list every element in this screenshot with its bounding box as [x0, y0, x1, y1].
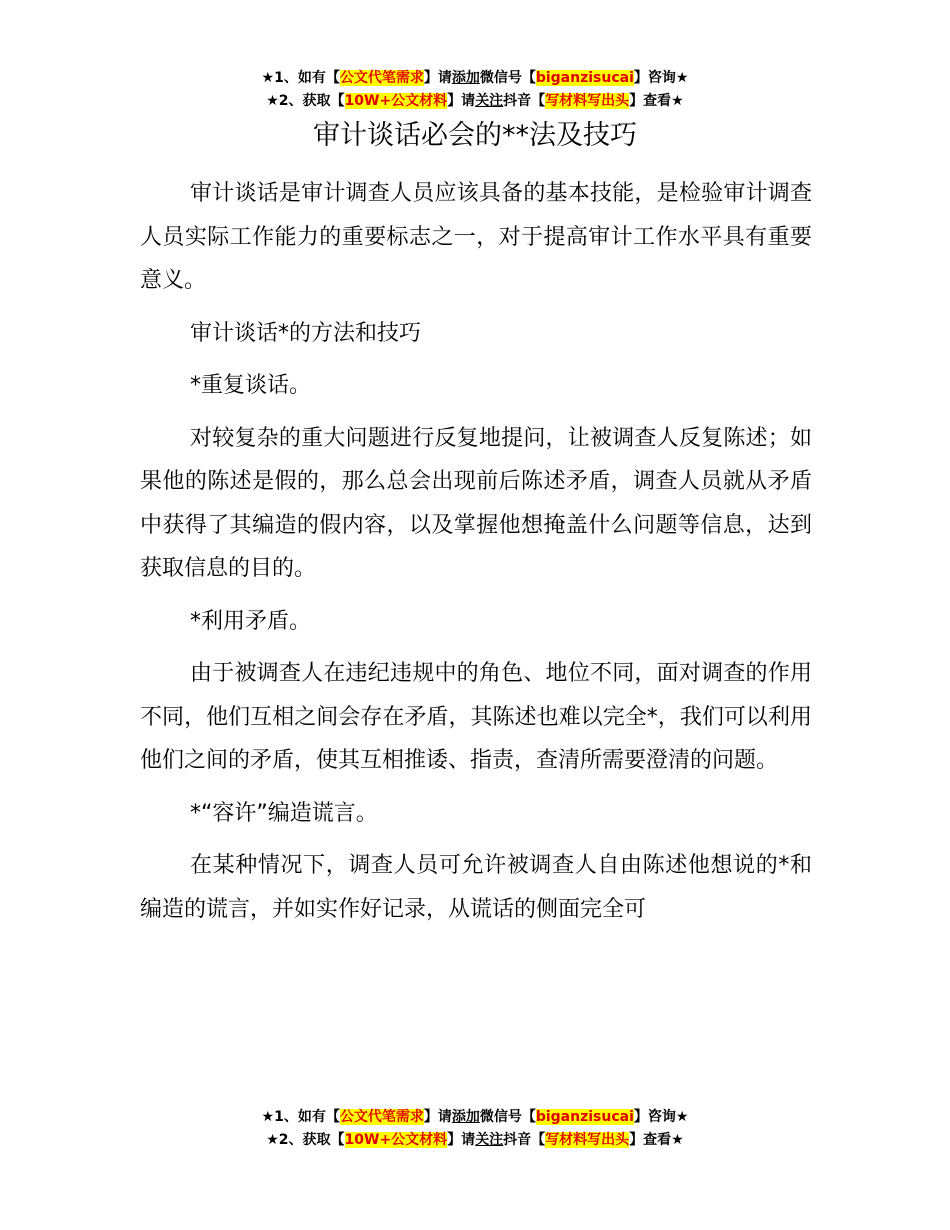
promo-line-2-mid: 】请 — [447, 1132, 476, 1148]
promo-line-2-mid2: 抖音【 — [503, 93, 546, 109]
promo-line-2-prefix: ★2、获取【 — [266, 93, 345, 109]
promo-line-2-suffix: 】查看★ — [629, 93, 684, 109]
promo-line-2 — [0, 1129, 950, 1152]
document-body — [140, 172, 812, 940]
paragraph-use-contradiction: 由于被调查人在违纪违规中的角色、地位不同，面对调查的作用不同，他们互相之间会存在矛盾，其陈述也难以完全*，我们可以利用他们之间的矛盾，使其互相推诿、指责，查清所需要澄清的问题。 — [140, 661, 812, 773]
promo-line-2-highlight-materials: 10W+公文材料 — [344, 1132, 448, 1148]
promo-line-2 — [0, 90, 950, 113]
section-heading-methods: 审计谈话*的方法和技巧 — [190, 320, 422, 346]
promo-line-1-highlight-service: 公文代笔需求 — [339, 70, 424, 86]
promo-line-1-highlight-wechat: biganzisucai — [535, 70, 634, 86]
subheading-use-contradiction: *利用矛盾。 — [190, 608, 312, 634]
subheading-allow-lies: *“容许”编造谎言。 — [190, 800, 378, 826]
promo-line-1-mid: 】请 — [423, 70, 452, 86]
promo-line-1-mid: 】请 — [423, 1109, 452, 1125]
document-title: 审计谈话必会的**法及技巧 — [313, 120, 637, 151]
promo-line-1-underlined: 添加 — [451, 1109, 480, 1125]
promo-line-2-underlined: 关注 — [475, 93, 504, 109]
promo-line-2-prefix: ★2、获取【 — [266, 1132, 345, 1148]
promo-line-1-underlined: 添加 — [451, 70, 480, 86]
promo-line-1-mid2: 微信号【 — [479, 70, 536, 86]
promo-line-2-underlined: 关注 — [475, 1132, 504, 1148]
promo-line-2-mid2: 抖音【 — [503, 1132, 546, 1148]
promo-line-2-highlight-materials: 10W+公文材料 — [344, 93, 448, 109]
promo-line-1-prefix: ★1、如有【 — [261, 1109, 340, 1125]
top-promo-banner — [0, 67, 950, 113]
promo-line-2-suffix: 】查看★ — [629, 1132, 684, 1148]
promo-line-1-prefix: ★1、如有【 — [261, 70, 340, 86]
paragraph-repeat-talk: 对较复杂的重大问题进行反复地提问，让被调查人反复陈述；如果他的陈述是假的，那么总会出现前后陈述矛盾，调查人员就从矛盾中获得了其编造的假内容，以及掌握他想掩盖什么问题等信息，达到获取信息的目的。 — [140, 425, 812, 581]
promo-line-1-mid2: 微信号【 — [479, 1109, 536, 1125]
promo-line-1-suffix: 】咨询★ — [633, 70, 689, 86]
subheading-repeat-talk: *重复谈话。 — [190, 373, 312, 398]
paragraph-intro: 审计谈话是审计调查人员应该具备的基本技能，是检验审计调查人员实际工作能力的重要标志之一，对于提高审计工作水平具有重要意义。 — [140, 181, 812, 293]
promo-line-1-highlight-service: 公文代笔需求 — [339, 1109, 424, 1125]
paragraph-allow-lies: 在某种情况下，调查人员可允许被调查人自由陈述他想说的*和编造的谎言，并如实作好记录，从谎话的侧面完全可 — [140, 853, 812, 922]
promo-line-1-suffix: 】咨询★ — [633, 1109, 689, 1125]
promo-line-1-highlight-wechat: biganzisucai — [535, 1109, 634, 1125]
promo-line-2-highlight-account: 写材料写出头 — [545, 93, 630, 109]
bottom-promo-banner — [0, 1106, 950, 1152]
promo-line-1 — [0, 1106, 950, 1129]
promo-line-1 — [0, 67, 950, 90]
promo-line-2-mid: 】请 — [447, 93, 476, 109]
promo-line-2-highlight-account: 写材料写出头 — [545, 1132, 630, 1148]
